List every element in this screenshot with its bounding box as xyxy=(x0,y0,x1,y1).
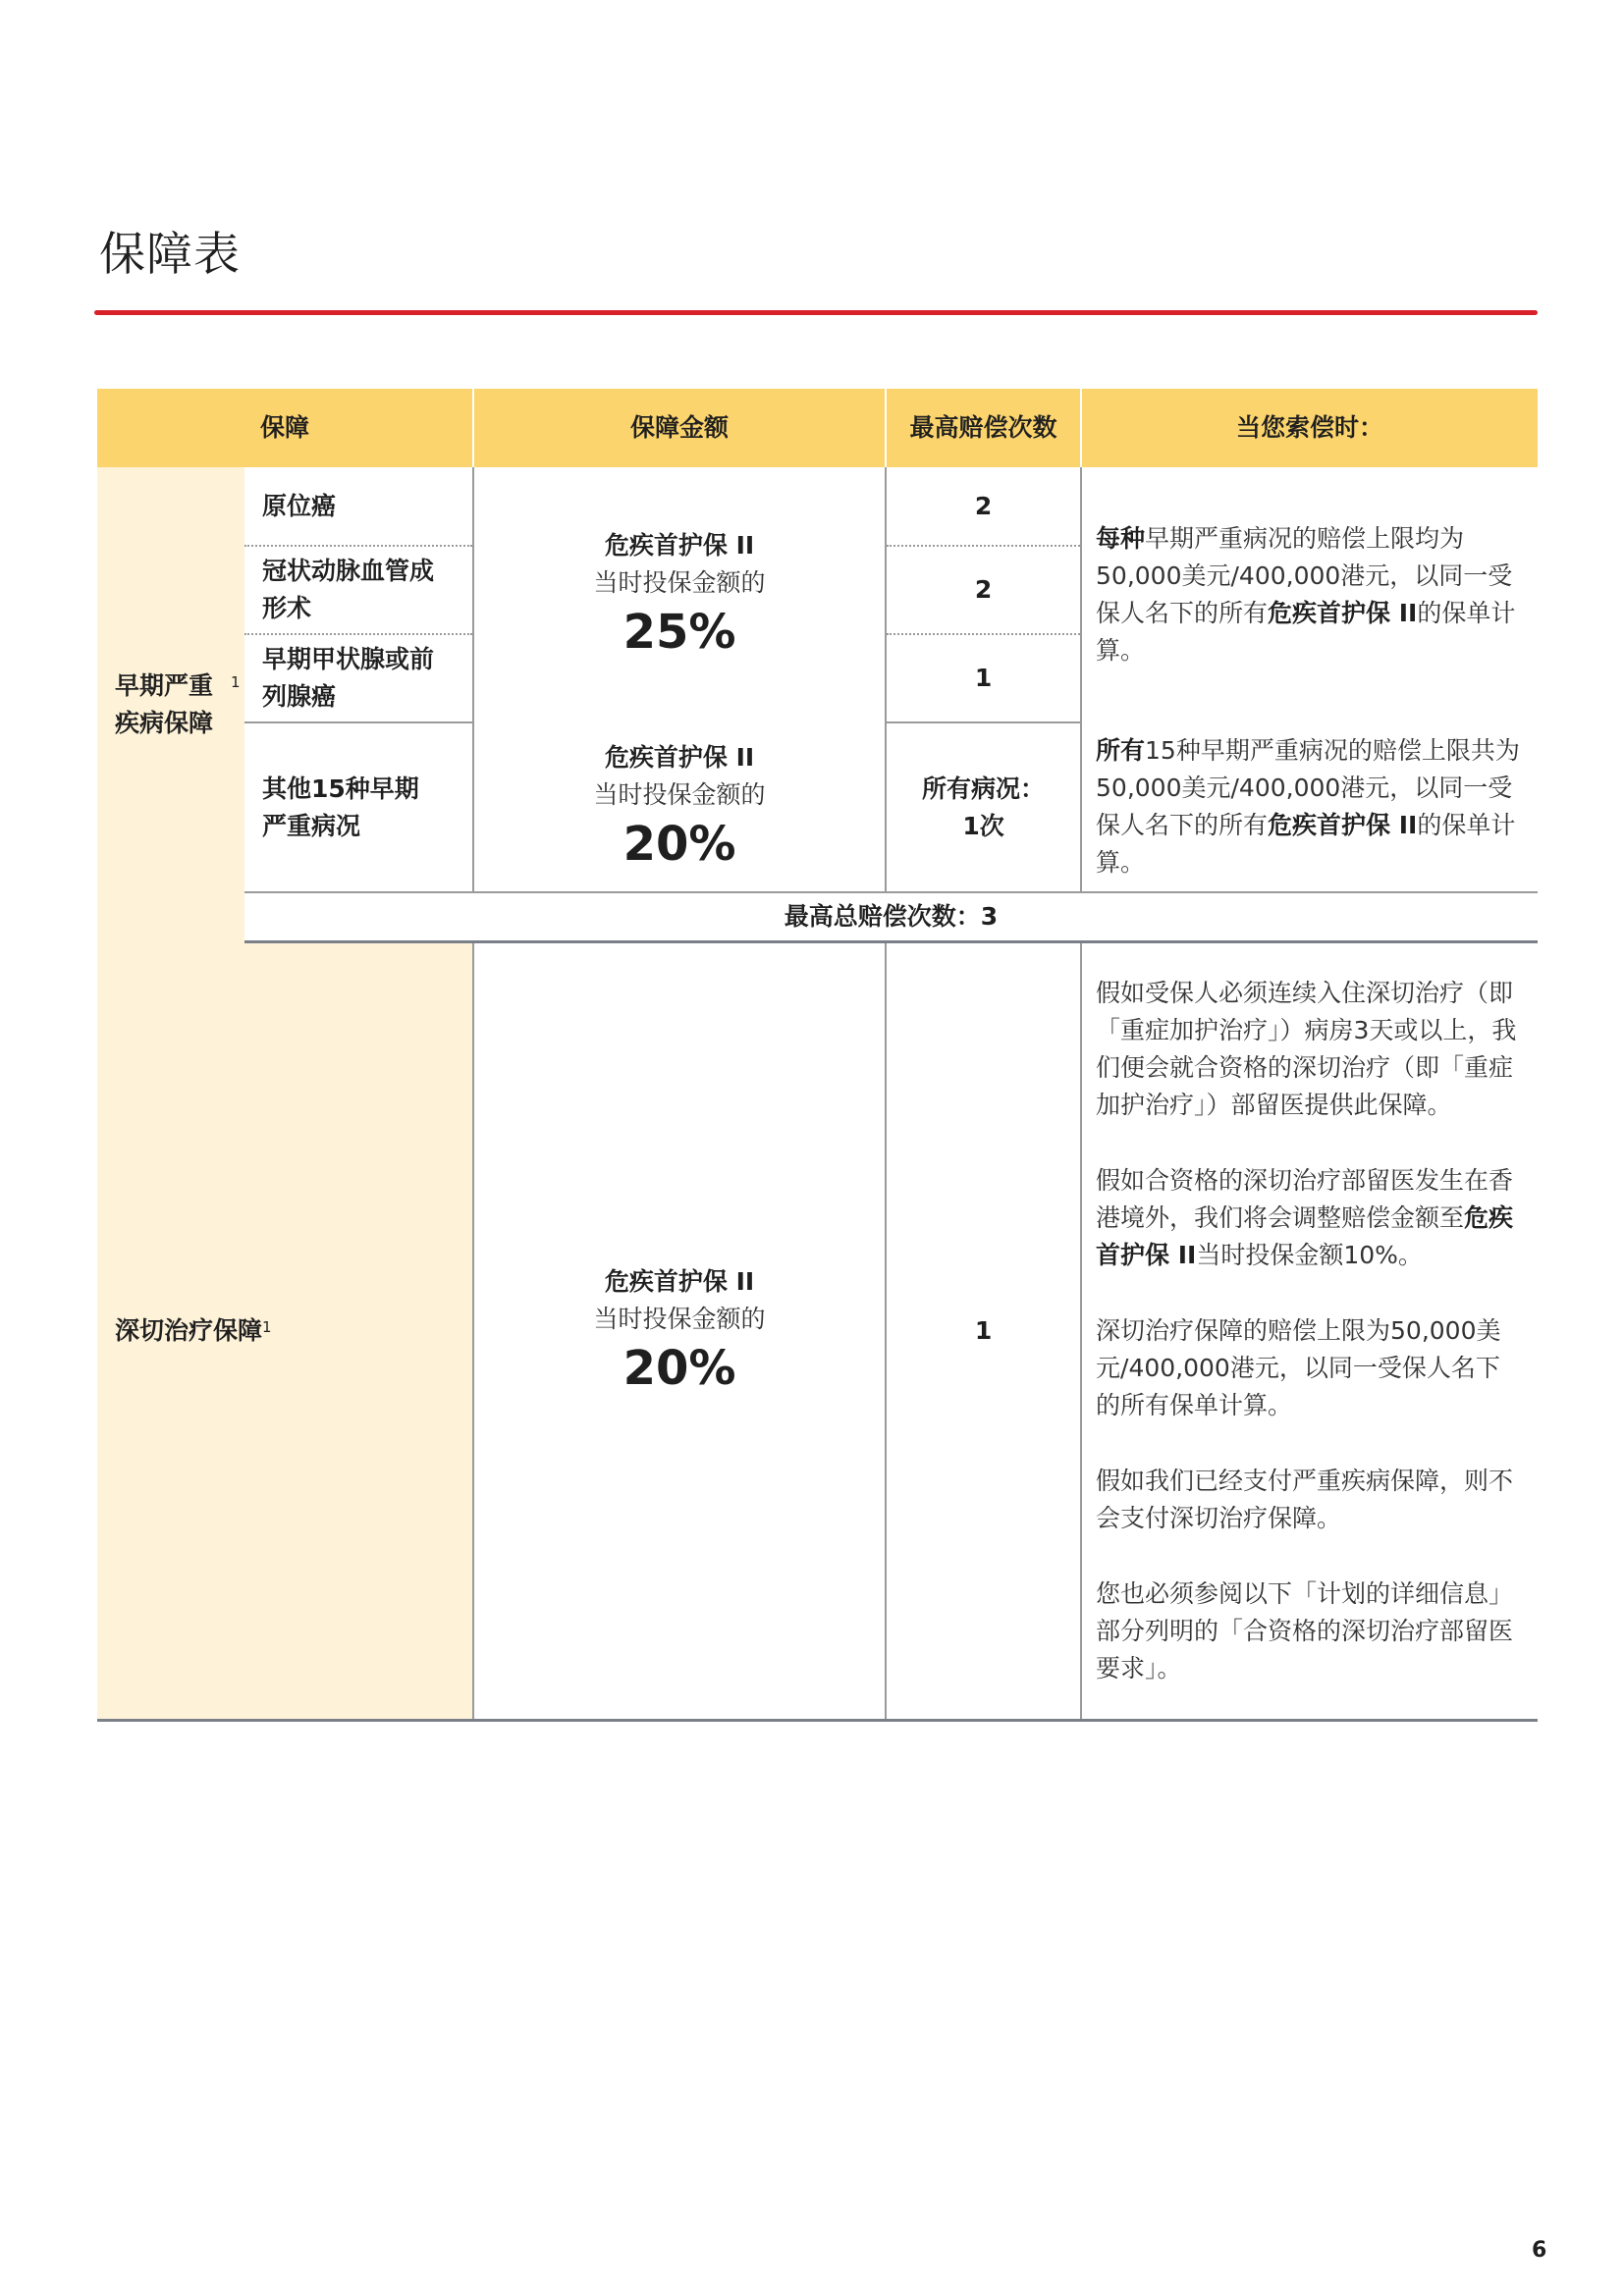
max-claims-other-value: 1次 xyxy=(962,811,1004,840)
category-early-stage xyxy=(97,467,244,942)
header-max-claims: 最高赔偿次数 xyxy=(886,389,1081,467)
max-claims-icu: 1 xyxy=(886,942,1081,1721)
amount-plan-name: 危疾首护保 II xyxy=(604,1267,755,1296)
amount-percentage: 20% xyxy=(623,817,736,872)
claim-note-tail: 的保单计算。 xyxy=(1096,811,1516,877)
table-row xyxy=(97,722,1538,892)
item-other-15: 其他15种早期严重病况 xyxy=(262,774,419,840)
max-claims-in-situ: 2 xyxy=(886,467,1081,546)
amount-icu xyxy=(473,942,886,1721)
amount-plan-name: 危疾首护保 II xyxy=(604,531,755,560)
claim-note-text: 15种早期严重病况的赔偿上限共为50,000美元/400,000港元，以同一受保人名下的所有 xyxy=(1096,736,1520,839)
header-amount: 保障金额 xyxy=(473,389,886,467)
coverage-table xyxy=(97,389,1538,1722)
amount-plan-name: 危疾首护保 II xyxy=(604,743,755,772)
item-coronary-angioplasty: 冠状动脉血管成形术 xyxy=(262,557,435,622)
amount-desc: 当时投保金额的 xyxy=(593,780,766,809)
icu-note-2-text: 假如合资格的深切治疗部留医发生在香港境外，我们将会调整赔偿金额至 xyxy=(1096,1166,1514,1232)
icu-note-1: 假如受保人必须连续入住深切治疗（即「重症加护治疗」）病房3天或以上，我们便会就合资格的深切治疗（即「重症加护治疗」）部留医提供此保障。 xyxy=(1096,979,1517,1119)
claim-note-plan: 危疾首护保 II xyxy=(1268,811,1418,839)
footnote-marker: 1 xyxy=(262,1318,272,1336)
page-number: 6 xyxy=(1532,2238,1547,2263)
item-in-situ-cancer: 原位癌 xyxy=(244,467,473,546)
table-row xyxy=(97,892,1538,942)
claim-note-icu xyxy=(1081,942,1538,1721)
page-title: 保障表 xyxy=(99,228,241,282)
max-claims-other xyxy=(886,722,1081,892)
claim-note-lead: 所有 xyxy=(1096,736,1146,765)
max-claims-other-label: 所有病况： xyxy=(922,774,1046,803)
footnote-marker: 1 xyxy=(231,672,241,691)
icu-note-3: 深切治疗保障的赔偿上限为50,000美元/400,000港元，以同一受保人名下的所有保单计算。 xyxy=(1096,1316,1501,1419)
claim-note-group-1 xyxy=(1081,467,1538,722)
icu-note-2-tail: 当时投保金额10%。 xyxy=(1196,1241,1423,1269)
icu-note-2 xyxy=(1096,1162,1524,1274)
category-icu xyxy=(97,942,473,1721)
amount-percentage: 25% xyxy=(623,605,736,660)
amount-group-2 xyxy=(473,722,886,892)
title-divider xyxy=(94,310,1538,315)
amount-percentage: 20% xyxy=(623,1341,736,1396)
icu-note-5: 您也必须参阅以下「计划的详细信息」部分列明的「合资格的深切治疗部留医要求」。 xyxy=(1096,1579,1514,1682)
max-claims-thyroid: 1 xyxy=(886,634,1081,722)
amount-desc: 当时投保金额的 xyxy=(593,568,766,597)
claim-note-tail: 的保单计算。 xyxy=(1096,599,1516,665)
amount-group-1 xyxy=(473,467,886,722)
table-header-row xyxy=(97,389,1538,467)
table-row xyxy=(97,942,1538,1721)
header-coverage: 保障 xyxy=(97,389,473,467)
claim-note-text: 早期严重病况的赔偿上限均为50,000美元/400,000港元，以同一受保人名下的所有 xyxy=(1096,524,1513,627)
item-thyroid-prostate-cancer: 早期甲状腺或前列腺癌 xyxy=(262,645,435,711)
icu-note-4: 假如我们已经支付严重疾病保障，则不会支付深切治疗保障。 xyxy=(1096,1467,1514,1532)
header-when-claiming: 当您索偿时： xyxy=(1081,389,1538,467)
category-early-stage-label: 早期严重疾病保障 xyxy=(115,670,214,737)
icu-note-2-plan: 危疾首护保 II xyxy=(1096,1203,1514,1269)
max-total-claims: 最高总赔偿次数：3 xyxy=(244,892,1538,942)
claim-note-lead: 每种 xyxy=(1096,524,1146,553)
amount-desc: 当时投保金额的 xyxy=(593,1305,766,1333)
claim-note-group-2 xyxy=(1081,722,1538,892)
max-claims-angioplasty: 2 xyxy=(886,546,1081,634)
category-icu-label: 深切治疗保障 xyxy=(115,1316,263,1345)
table-row xyxy=(97,467,1538,546)
claim-note-plan: 危疾首护保 II xyxy=(1268,599,1418,627)
